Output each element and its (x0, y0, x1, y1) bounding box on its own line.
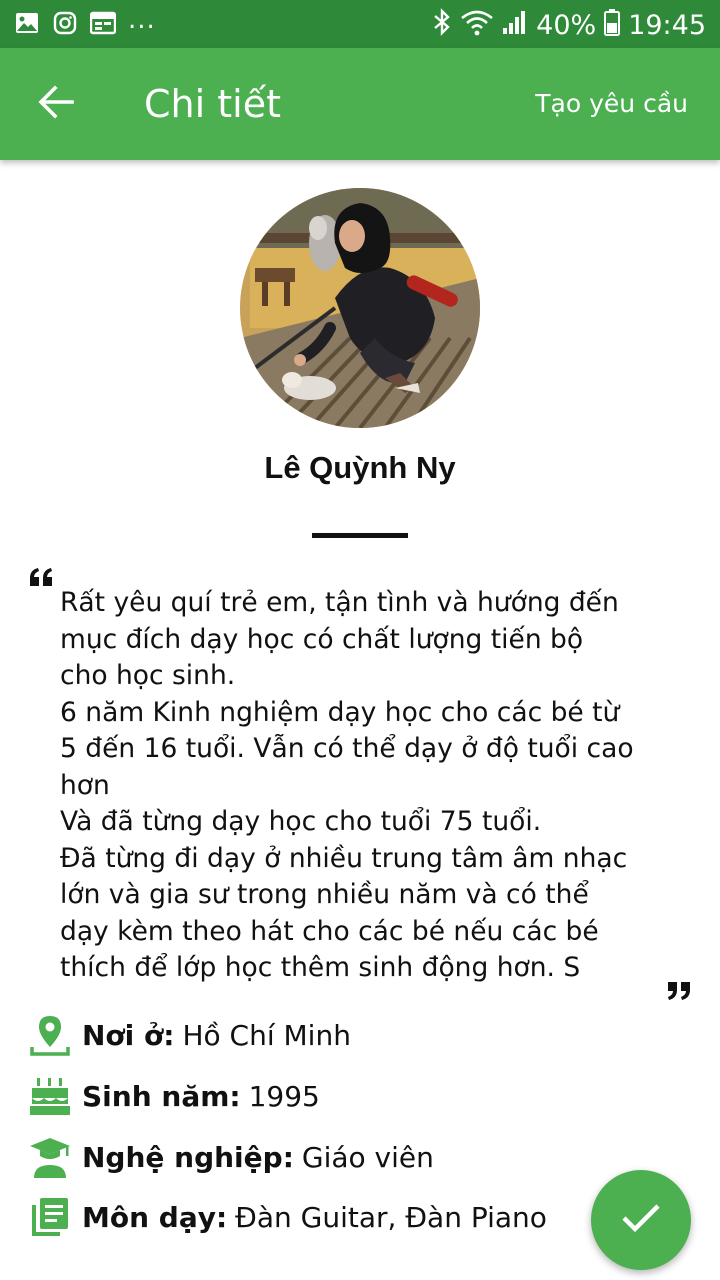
status-notifications (14, 5, 156, 36)
clock: 19:45 (628, 10, 706, 41)
info-row-occupation (28, 1132, 434, 1182)
check-icon (621, 1202, 661, 1238)
info-row-residence (28, 1010, 351, 1060)
info-label: Nơi ở: (82, 1018, 175, 1052)
wifi-icon (460, 8, 494, 43)
calendar-icon (90, 10, 116, 36)
gallery-icon (14, 10, 40, 36)
confirm-fab[interactable] (591, 1170, 691, 1270)
avatar (240, 188, 480, 428)
app-bar (0, 48, 720, 160)
name-divider (312, 533, 408, 538)
info-row-birth-year (28, 1071, 320, 1121)
location-pin-icon (28, 1013, 72, 1057)
bluetooth-icon (432, 8, 452, 43)
notes-icon (28, 1195, 72, 1239)
back-button[interactable] (28, 76, 84, 132)
profile-bio: Rất yêu quí trẻ em, tận tình và hướng đến mục đích dạy học có chất lượng tiến bộ cho học sinh. 6 năm Kinh nghiệm dạy học cho các bé từ 5 đến 16 tuổi. Vẫn có thể dạy ở độ tuổi cao hơn Và đã từng dạy học cho tuổi 75 tuổi. Đã từng đi dạy ở nhiều trung tâm âm nhạc lớn và gia sư trong nhiều năm và có thể dạy kèm theo hát cho các bé nếu các bé thích để lớp học thêm sinh động hơn. S (60, 587, 634, 983)
quote-open-icon (28, 566, 54, 592)
battery-icon (604, 8, 620, 43)
page-title: Chi tiết (144, 82, 281, 126)
profile-name: Lê Quỳnh Ny (264, 450, 456, 485)
info-label: Nghệ nghiệp: (82, 1140, 294, 1174)
create-request-button[interactable]: Tạo yêu cầu (535, 89, 688, 118)
info-value: Giáo viên (301, 1140, 434, 1174)
info-row-subjects (28, 1192, 547, 1242)
signal-icon (502, 8, 528, 43)
info-label: Môn dạy: (82, 1200, 228, 1234)
more-notifications: ... (128, 5, 156, 35)
info-value: Đàn Guitar, Đàn Piano (235, 1200, 547, 1234)
status-system (432, 8, 706, 43)
info-value: 1995 (248, 1079, 320, 1113)
info-value: Hồ Chí Minh (182, 1018, 351, 1052)
battery-percent: 40% (536, 10, 597, 41)
graduate-icon (28, 1135, 72, 1179)
instagram-icon (52, 10, 78, 36)
info-label: Sinh năm: (82, 1079, 241, 1113)
arrow-back-icon (38, 84, 74, 124)
quote-close-icon (666, 980, 692, 1006)
status-bar (0, 0, 720, 48)
birthday-cake-icon (28, 1074, 72, 1118)
